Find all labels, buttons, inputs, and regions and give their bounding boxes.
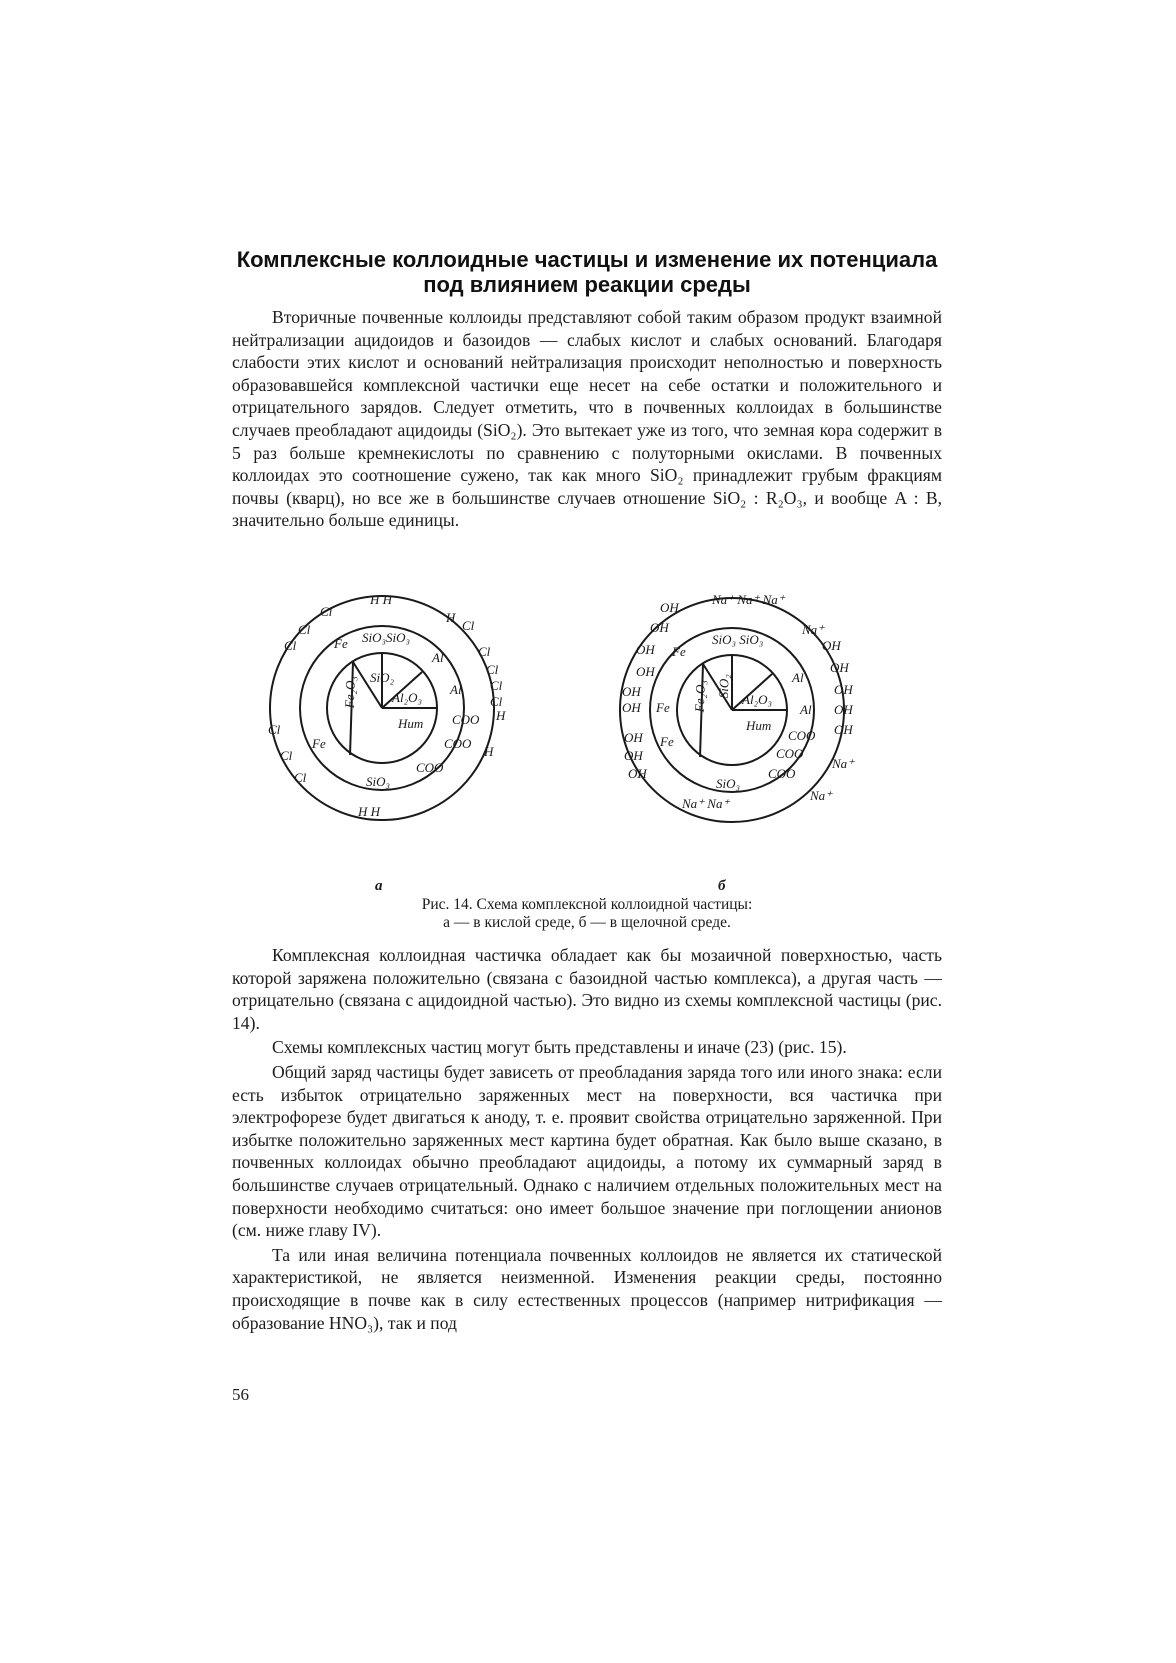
paragraph-1: Вторичные почвенные коллоиды представляют собой таким образом продукт взаимной нейтрализации ацидоидов и базоидов — слабых кислот и слабых оснований. Благодаря слабости этих кислот и оснований нейтрализация происходит неполностью и поверхность образовавшейся комплексной частички еще несет на себе остатки и положительного и отрицательного зарядов. Следует отметить, что в почвенных коллоидах в большинстве случаев преобладают ацидоиды (SiO₂). Это вытекает уже из того, что земная кора содержит в 5 раз больше кремнекислоты по сравнению с полуторными окислами. В почвенных коллоидах это соотношение сужено, так как много SiO₂ принадлежит грубым фракциям почвы (кварц), но все же в большинстве случаев отношение SiO₂ : R₂O₃, и вообще A : B, значительно больше единицы. xyxy=(232,307,942,531)
a-al-right: Al xyxy=(450,682,462,697)
a-ion-h-right1: H xyxy=(496,708,506,723)
a-ion-cl-4: Cl xyxy=(268,722,281,737)
b-fe-top: Fe xyxy=(672,644,686,659)
a-ion-cl-r1: Cl xyxy=(462,618,475,633)
caption-line-2: а — в кислой среде, б — в щелочной среде. xyxy=(443,914,731,931)
b-ion-oh-8: OH xyxy=(624,748,643,763)
figure-caption xyxy=(232,896,942,932)
a-al-top: Al xyxy=(432,650,444,665)
a-fe2o3: Fe₂O₃ xyxy=(341,675,358,709)
b-coo-2: COO xyxy=(776,746,804,761)
a-hum: Hum xyxy=(398,716,424,731)
a-ion-cl-r4: Cl xyxy=(490,678,503,693)
b-ion-oh-r4: OH xyxy=(834,702,853,717)
a-ion-cl-5: Cl xyxy=(280,748,293,763)
a-fe-top: Fe xyxy=(334,636,348,651)
b-ion-na-top: Na⁺ Na⁺ Na⁺ xyxy=(712,592,785,607)
caption-line-1: Рис. 14. Схема комплексной коллоидной частицы: xyxy=(421,896,753,913)
figure-letter-a: а xyxy=(375,878,383,894)
text-block-bottom xyxy=(232,944,942,1334)
b-sio3-bottom: SiO₃ xyxy=(716,776,741,791)
b-coo-1: COO xyxy=(788,728,816,743)
paragraph-3: Схемы комплексных частиц могут быть представлены и иначе (23) (рис. 15). xyxy=(272,1037,847,1058)
a-ion-h-right2: H xyxy=(484,744,494,759)
b-ion-na-r1: Na⁺ xyxy=(832,756,855,771)
page-number: 56 xyxy=(232,1385,249,1404)
b-ion-oh-r5: OH xyxy=(834,722,853,737)
a-ion-cl-3: Cl xyxy=(284,638,297,653)
a-coo-3: COO xyxy=(416,760,444,775)
a-ion-cl-6: Cl xyxy=(294,770,307,785)
a-ion-h-top: H H xyxy=(370,592,393,607)
section-title xyxy=(232,247,942,297)
a-al2o3: Al₂O₃ xyxy=(392,690,422,705)
figure-14 xyxy=(262,590,942,880)
b-ion-oh-r1: OH xyxy=(822,638,841,653)
b-fe2o3: Fe₂O₃ xyxy=(691,679,708,713)
b-ion-na-bottom: Na⁺ Na⁺ xyxy=(682,796,730,811)
b-ion-oh-9: OH xyxy=(628,766,647,781)
a-fe-left: Fe xyxy=(312,736,326,751)
a-sio3-bottom: SiO₃ xyxy=(366,774,391,789)
a-ion-cl-r3: Cl xyxy=(486,662,499,677)
b-ion-oh-5: OH xyxy=(622,684,641,699)
paragraph-5: Та или иная величина потенциала почвенных коллоидов не является их статической характеристикой, не является неизменной. Изменения реакции среды, постоянно происходящие в почве как в силу естественных процессов (например нитрификация — образование HNO₃), так и под xyxy=(232,1244,942,1333)
a-ion-cl-2: Cl xyxy=(298,622,311,637)
b-ion-oh-7: OH xyxy=(624,730,643,745)
paragraph-2: Комплексная коллоидная частичка обладает как бы мозаичной поверхностью, часть которой заряжена положительно (связана с базоидной частью комплекса), а другая часть — отрицательно (связана с ацидоидной частью). Это видно из схемы комплексной частицы (рис. 14). xyxy=(232,945,942,1033)
a-ion-h-top2: H xyxy=(446,610,456,625)
title-line-1: Комплексные коллоидные частицы и изменение их потенциала xyxy=(236,247,938,272)
b-ion-oh-4: OH xyxy=(636,664,655,679)
a-coo-2: COO xyxy=(444,736,472,751)
a-sio2: SiO₂ xyxy=(370,670,395,685)
b-ion-oh-r2: OH xyxy=(830,660,849,675)
text-block-top xyxy=(232,306,942,532)
b-fe-left: Fe xyxy=(656,700,670,715)
b-ion-oh-3: OH xyxy=(636,642,655,657)
b-sio3-top: SiO₃ SiO₃ xyxy=(712,632,764,647)
b-al2o3: Al₂O₃ xyxy=(742,692,772,707)
b-ion-oh-2: OH xyxy=(650,620,669,635)
b-coo-3: COO xyxy=(768,766,796,781)
title-line-2: под влиянием реакции среды xyxy=(423,272,751,297)
b-ion-na-top2: Na⁺ xyxy=(802,622,825,637)
paragraph-4: Общий заряд частицы будет зависеть от преобладания заряда того или иного знака: если есть избыток отрицательно заряженных мест на поверхности, вся частичка при электрофорезе будет двигаться к аноду, т. е. проявит свойства отрицательно заряженной. При избытке положительно заряженных мест картина будет обратная. Как было выше сказано, в почвенных коллоидах обычно преобладают ацидоиды, а потому их суммарный заряд в большинстве случаев отрицательный. Однако с наличием отдельных положительных мест на поверхности необходимо считаться: оно имеет большое значение при поглощении анионов (см. ниже главу IV). xyxy=(232,1061,942,1241)
b-fe-left2: Fe xyxy=(660,734,674,749)
a-ion-cl-1: Cl xyxy=(320,604,333,619)
a-ion-cl-r2: Cl xyxy=(478,644,491,659)
a-sio3-top: SiO₃SiO₃ xyxy=(362,630,411,645)
b-sio2: SiO₂ xyxy=(715,673,732,699)
b-ion-na-r2: Na⁺ xyxy=(810,788,833,803)
b-hum: Hum xyxy=(746,718,772,733)
b-al-right2: Al xyxy=(800,702,812,717)
a-ion-h-bottom: H H xyxy=(358,804,381,819)
a-ion-cl-r5: Cl xyxy=(490,694,503,709)
b-ion-oh-r3: OH xyxy=(834,682,853,697)
b-ion-oh-1: OH xyxy=(660,600,679,615)
b-al-right: Al xyxy=(792,670,804,685)
b-ion-oh-6: OH xyxy=(622,700,641,715)
a-coo-1: COO xyxy=(452,712,480,727)
figure-letter-b: б xyxy=(718,878,726,894)
